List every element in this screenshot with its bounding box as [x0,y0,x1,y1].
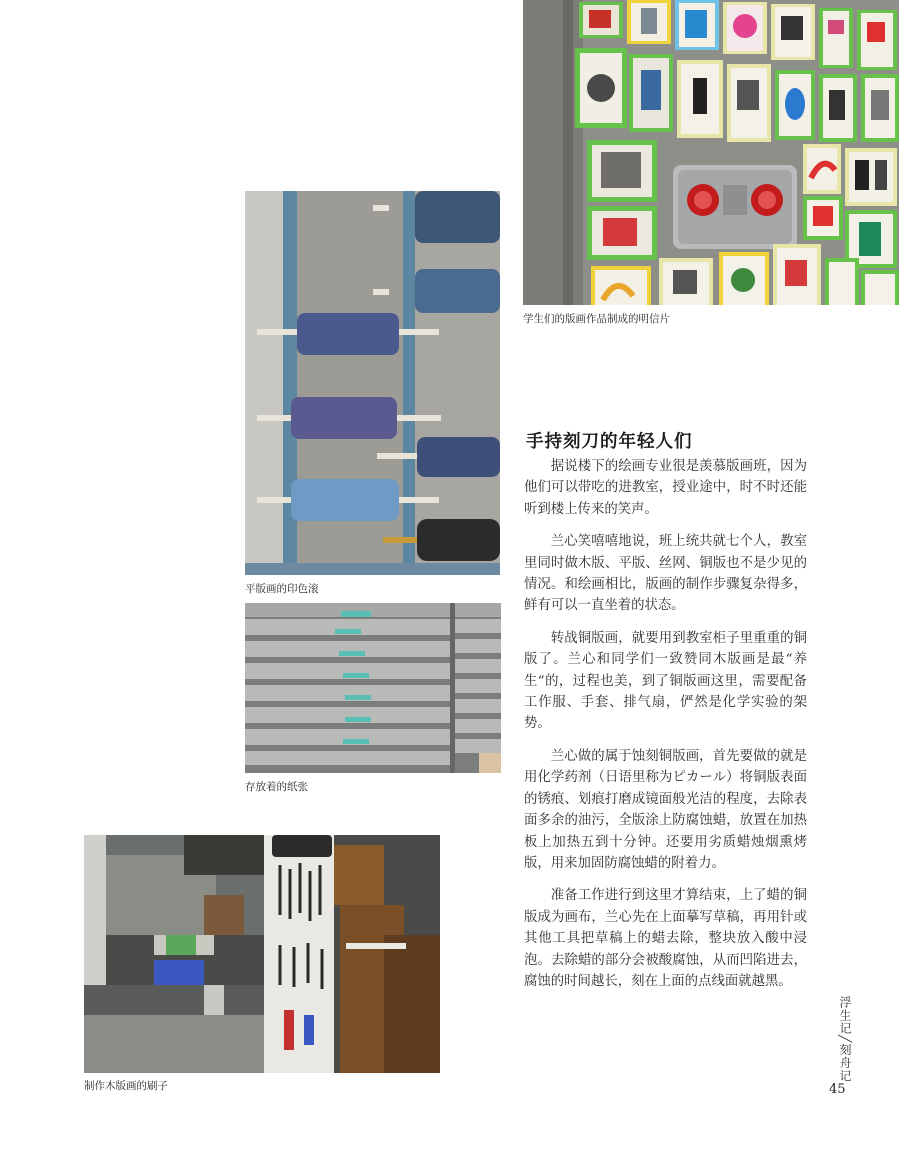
column-label: 浮生记╱刻舟记 [838,996,852,1083]
rollers-photo [245,191,500,575]
paragraph: 转战铜版画，就要用到教室柜子里重重的铜版了。兰心和同学们一致赞同木版画是最“养生”的，过程也美，到了铜版画这里，需要配备工作服、手套、排气扇，俨然是化学实验的架势。 [524,630,807,732]
paper-storage-photo [245,603,501,773]
paragraph: 兰心做的属于蚀刻铜版画，首先要做的就是用化学药剂（日语里称为ピカール）将铜版表面的锈痕、划痕打磨成镜面般光洁的程度，去除表面多余的油污，全版涂上防腐蚀蜡，放置在加热板上加热五到十分钟。还要用劣质蜡烛烟熏烤版，用来加固防腐蚀蜡的附着力。 [524,748,807,871]
postcards-photo [523,0,899,305]
rollers-caption: 平版画的印色滚 [245,583,319,595]
article-heading: 手持刻刀的年轻人们 [526,432,693,452]
page-number: 45 [829,1082,846,1097]
article-body [524,456,807,1003]
paragraph: 准备工作进行到这里才算结束，上了蜡的铜版成为画布，兰心先在上面摹写草稿，再用针或其他工具把草稿上的蜡去除，整块放入酸中浸泡。去除蜡的部分会被酸腐蚀，从而凹陷进去，腐蚀的时间越长，刻在上面的点线面就越黑。 [524,888,807,989]
paragraph: 据说楼下的绘画专业很是羡慕版画班，因为他们可以带吃的进教室，授业途中，时不时还能听到楼上传来的笑声。 [524,459,807,517]
paragraph: 兰心笑嘻嘻地说，班上统共就七个人，教室里同时做木版、平版、丝网、铜版也不是少见的情况。和绘画相比，版画的制作步骤复杂得多，鲜有可以一直坐着的状态。 [524,534,807,614]
brushes-caption: 制作木版画的刷子 [84,1080,168,1092]
paper-caption: 存放着的纸张 [245,781,308,793]
postcards-caption: 学生们的版画作品制成的明信片 [523,313,670,325]
brushes-photo [84,835,440,1073]
